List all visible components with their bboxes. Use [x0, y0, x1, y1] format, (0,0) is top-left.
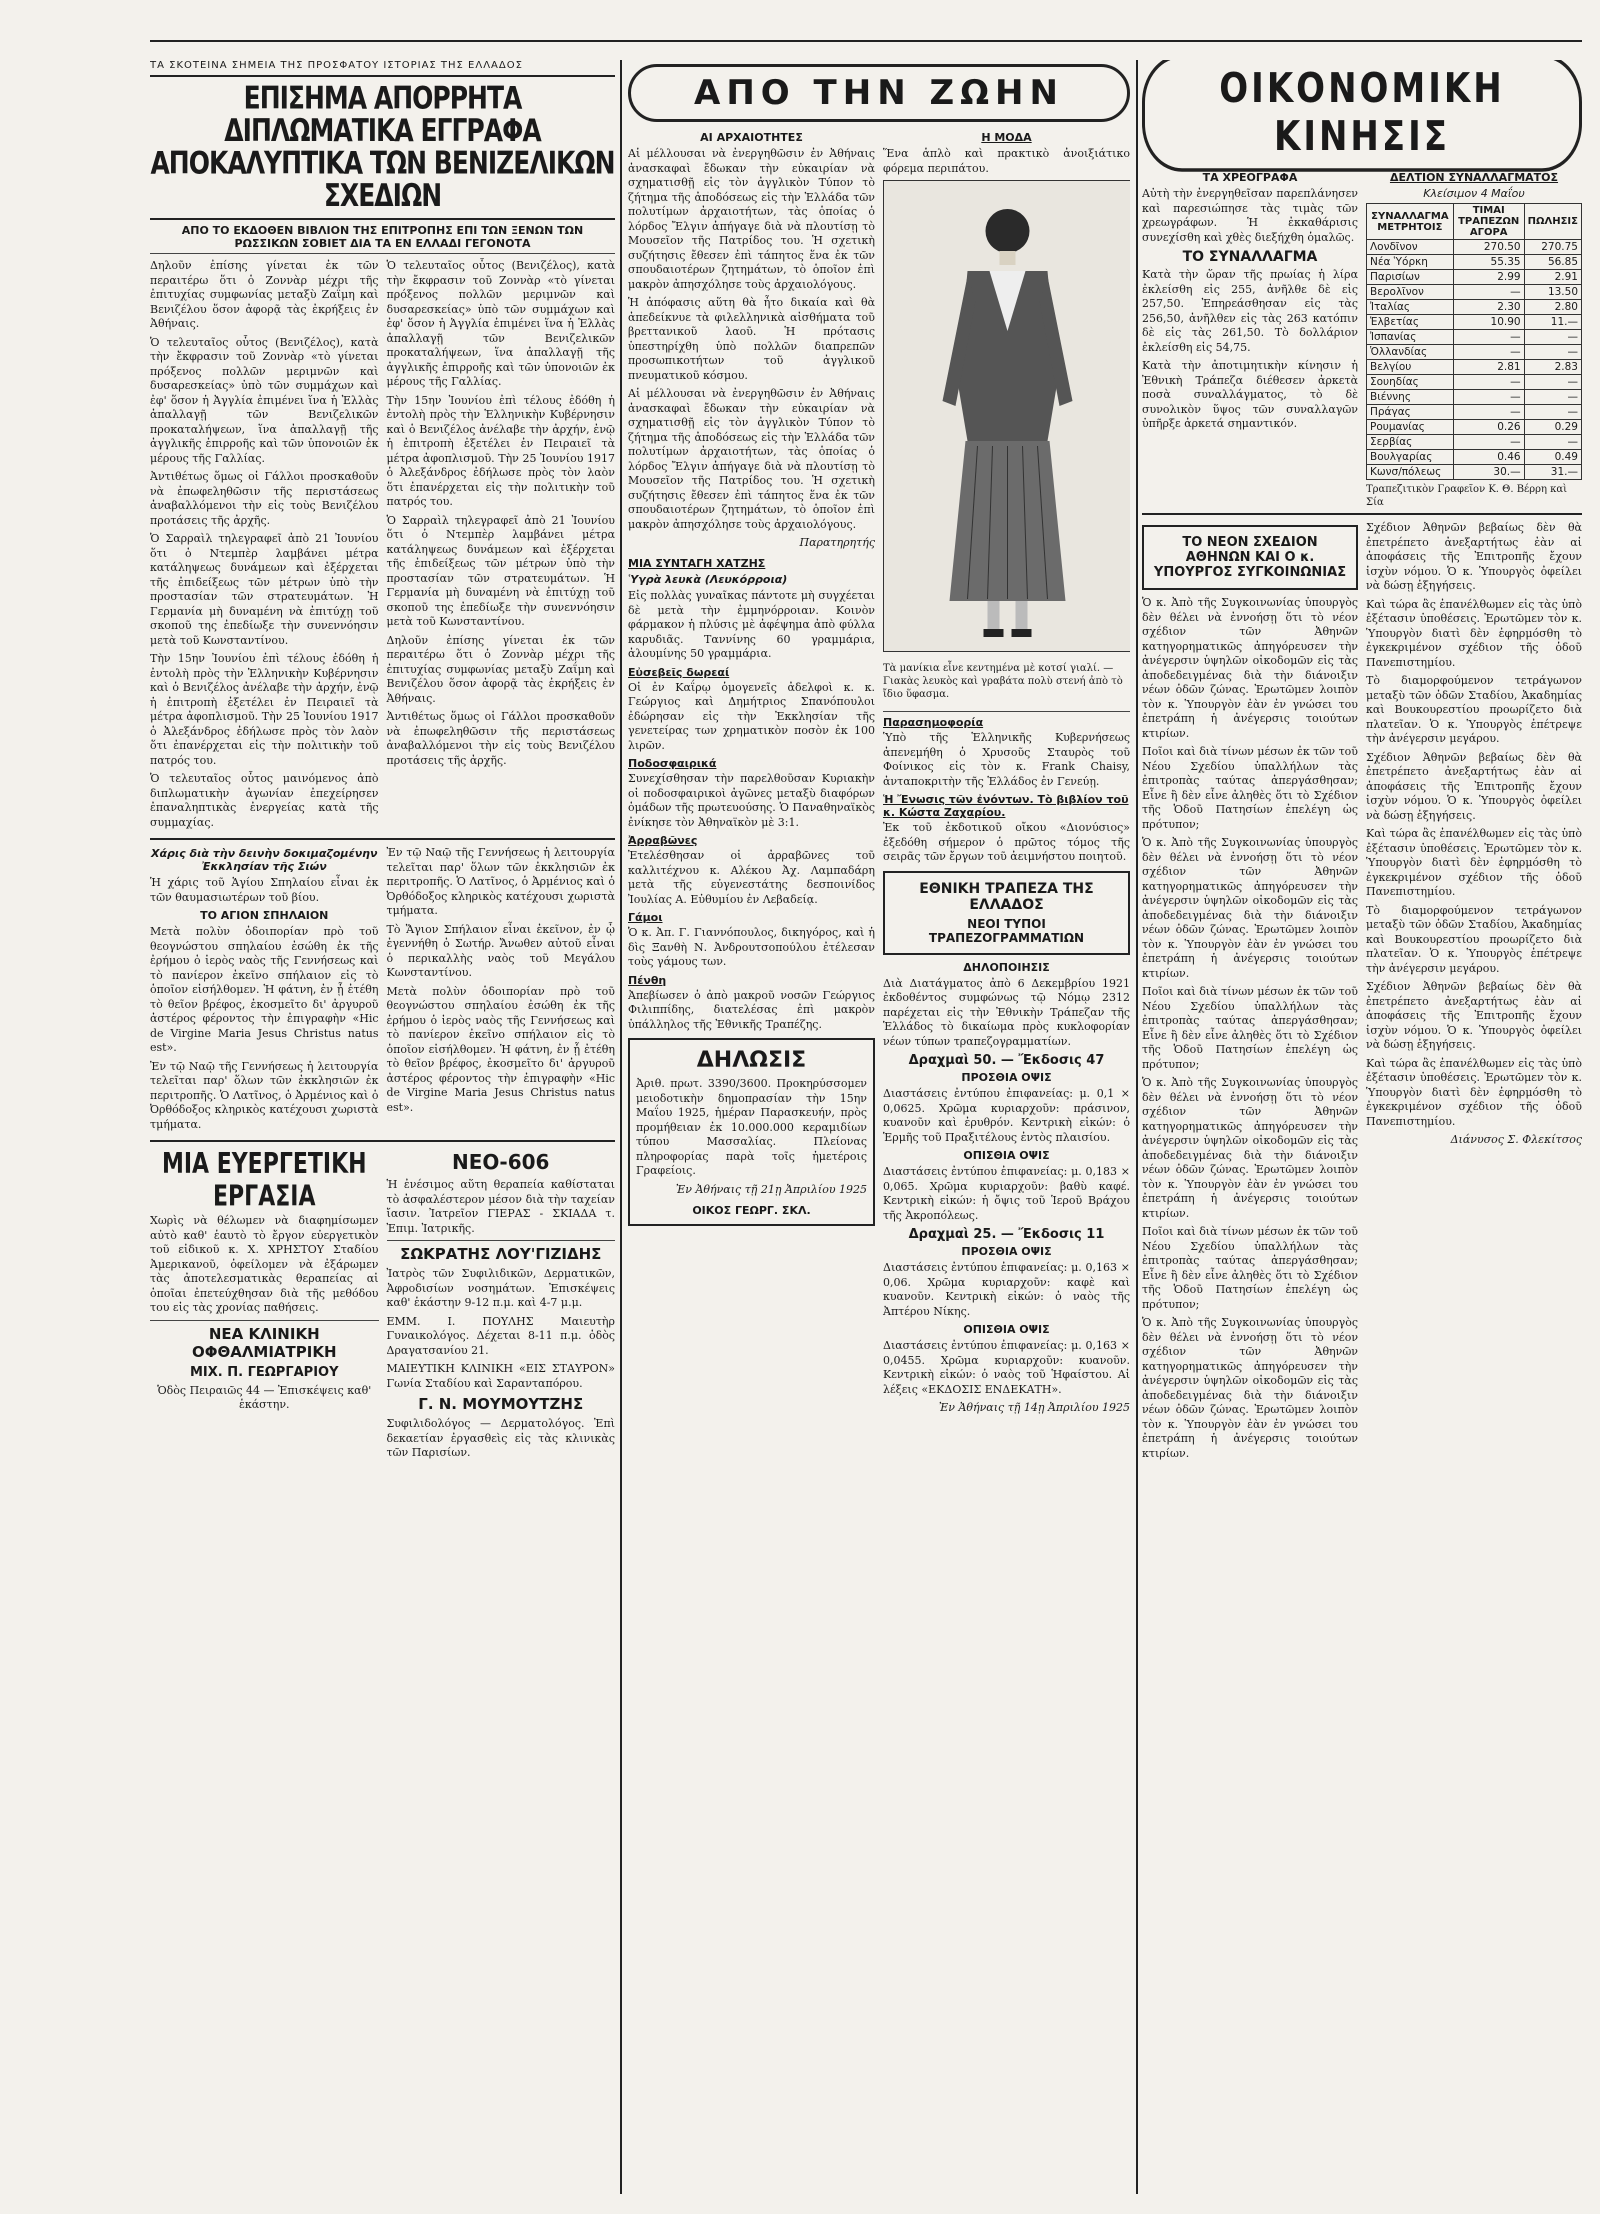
column-header: ΠΩΛΗΣΙΣ: [1524, 204, 1581, 240]
rate-cell: 2.83: [1524, 360, 1581, 375]
article-paragraph: Αὐτὴ τὴν ἐνεργηθεῖσαν παρεπλάνησεν καὶ παρεσιώπησε τὰς τιμὰς τῶν χρεωγράφων. Ἡ ἐκκαθάρισις συνεχίσθη καὶ χθὲς διεξήχθη ὁμαλῶς.: [1142, 187, 1358, 244]
section-title: Εὐσεβεῖς δωρεαί: [628, 665, 730, 679]
article-paragraph: Κατὰ τὴν ἀποτιμητικὴν κίνησιν ἡ Ἐθνικὴ Τράπεζα διέθεσεν ἀρκετὰ ποσὰ συναλλάγματος, τὸ δὲ συνολικὸν ὕψος τῶν συναλλαγῶν ὑπῆρξε ἀρκετά σημαντικόν.: [1142, 359, 1358, 430]
rate-cell: —: [1453, 390, 1524, 405]
series-title: Δραχμαὶ 50. — Ἔκδοσις 47: [908, 1053, 1105, 1068]
two-column-text: [150, 844, 615, 1136]
section-title: ΑΙ ΑΡΧΑΙΟΤΗΤΕΣ: [700, 131, 803, 144]
section-title: ΤΑ ΧΡΕΟΓΡΑΦΑ: [1202, 171, 1298, 184]
rate-cell: 2.80: [1524, 300, 1581, 315]
section-title: Πένθη: [628, 973, 667, 987]
article-paragraph: Ἐτελέσθησαν οἱ ἀρραβῶνες τοῦ καλλιτέχνου κ. Αλέκου Ἀχ. Λαμπαδάρη μετὰ τῆς εὐγενεστάτης δεσποινίδος Ἰουλίας Α. Εὐθυμίου ἐν Λεβαδείᾳ.: [628, 849, 875, 906]
ad-text: Χωρὶς νὰ θέλωμεν νὰ διαφημίσωμεν αὐτὸ καθ' ἑαυτὸ τὸ ἔργον εὐεργετικὸν τοῦ εἰδικοῦ κ. Χ. ΧΡΗΣΤΟΥ Σταδίου Ἀμερικανοῦ, ὀφείλομεν νὰ ἐξάρωμεν τὰς ἀποτελεσματικὰς θεραπείας αἱ ὁποῖαι ἐπετεύχθησαν διὰ τῆς μεθόδου του εἰς τὰς χρονίας παθήσεις.: [150, 1214, 379, 1314]
article-paragraph: Σχέδιον Ἀθηνῶν βεβαίως δὲν θὰ ἐπετρέπετο ἀνεξαρτήτως ἐὰν αἱ ἀποφάσεις τῆς Ἐπιτροπῆς ἔχουν ἰσχὺν νόμου. Ὁ κ. Ὑπουργὸς ὀφείλει νὰ δώσῃ ἐξηγήσεις.: [1366, 521, 1582, 592]
article-paragraph: Ὁ τελευταῖος οὗτος (Βενιζέλος), κατὰ τὴν ἔκφρασιν τοῦ Ζοννὰρ «τὸ γίνεται πρόξενος πολλῶν μεριμνῶν καὶ δυσαρεσκείας» ὑπὸ τῶν συμμάχων καὶ ἐφ' ὅσον ἡ Ἀγγλία ἐπιμένει ἵνα ἡ Ἑλλὰς ἀπαλλαγῇ τῶν Βενιζελικῶν προκαταλήψεων, ἵνα ἀπαλλαγῇ τῆς ἀγγλικῆς ἐπιρροῆς καὶ τῶν ὑπονοιῶν ἐκ μέρους τῆς Γαλλίας.: [150, 335, 379, 465]
recipe-title: Ὑγρὰ λευκὰ (Λευκόρροια): [628, 573, 788, 586]
fashion-illustration: [883, 180, 1130, 652]
divider: [150, 75, 615, 77]
rate-cell: 0.29: [1524, 420, 1581, 435]
divider: [387, 1240, 616, 1241]
column-rule: [620, 60, 622, 2194]
divider: [150, 218, 615, 220]
section-title: Χάρις διὰ τὴν δεινὴν δοκιμαζομένην Ἐκκλησίαν τῆς Σιών: [150, 847, 378, 873]
article-paragraph: Διαστάσεις ἐντύπου ἐπιφανείας: μ. 0,183 × 0,065. Χρῶμα κυριαρχοῦν: βαθὺ καφέ. Κεντρικὴ εἰκών: ἡ ὄψις τοῦ Ἱεροῦ Βράχου τῆς Ἀκροπόλεως.: [883, 1165, 1130, 1222]
rate-cell: —: [1453, 330, 1524, 345]
article-paragraph: Καὶ τώρα ἂς ἐπανέλθωμεν εἰς τὰς ὑπὸ ἐξέτασιν ὑποθέσεις. Ἐρωτῶμεν τὸν κ. Ὑπουργὸν διατὶ δὲν ἐφηρμόσθη τὸ ἐγκεκριμένον σχέδιον τῆς ὁδοῦ Πανεπιστημίου.: [1366, 597, 1582, 669]
table-row: [1367, 420, 1582, 435]
table-row: [1367, 255, 1582, 270]
declaration-text: Ἀριθ. πρωτ. 3390/3600. Προκηρύσσομεν μειοδοτικὴν δημοπρασίαν τὴν 15ην Μαΐου 1925, ἡμέραν Παρασκευήν, πρὸς προμήθειαν ἐκ 10.000.000 κεραμιδίων τύπου Μασσαλίας. Πλείονας πληροφορίας παρὰ τοῖς ἡμετέροις Γραφείοις.: [636, 1077, 867, 1177]
rate-cell: —: [1524, 405, 1581, 420]
article-paragraph: Δηλοῦν ἐπίσης γίνεται ἐκ τῶν περαιτέρω ὅτι ὁ Ζοννὰρ μέχρι τῆς ἐπιτυχίας συμφωνίας μεταξὺ Ζαΐμη καὶ Βενιζέλου ὅσον ἀφορᾷ τὰς ἐκρήξεις ἐν Ἀθήναις.: [386, 633, 615, 705]
rate-cell: 270.75: [1524, 240, 1581, 255]
ad-title: ΜΙΑ ΕΥΕΡΓΕΤΙΚΗ ΕΡΓΑΣΙΑ: [161, 1148, 367, 1214]
series-face: ΟΠΙΣΘΙΑ ΟΨΙΣ: [963, 1149, 1050, 1162]
rate-cell: —: [1524, 435, 1581, 450]
currency-cell: Παρισίων: [1367, 270, 1454, 285]
rate-cell: —: [1524, 345, 1581, 360]
article-paragraph: Ἐν τῷ Ναῷ τῆς Γεννήσεως ἡ λειτουργία τελεῖται παρ' ὅλων τῶν ἐκκλησιῶν ἐκ περιτροπῆς. Ὁ Λατῖνος, ὁ Ἀρμένιος καὶ ὁ Ὀρθόδοξος κληρικὸς κατέχουσι χωριστὰ τμήματα.: [386, 846, 615, 917]
article-paragraph: Ἐν τῷ Ναῷ τῆς Γεννήσεως ἡ λειτουργία τελεῖται παρ' ὅλων τῶν ἐκκλησιῶν ἐκ περιτροπῆς. Ὁ Λατῖνος, ὁ Ἀρμένιος καὶ ὁ Ὀρθόδοξος κληρικὸς κατέχουσι χωριστὰ τμήματα.: [150, 1059, 379, 1131]
ad-title: ΝΕΟ-606: [452, 1150, 550, 1174]
article-paragraph: Τὸ διαμορφούμενον τετράγωνον μεταξὺ τῶν ὁδῶν Σταδίου, Ἀκαδημίας καὶ Βουκουρεστίου προωρίζετο διὰ πλατεῖαν. Ὁ κ. Ὑπουργὸς ἐπέτρεψε τὴν ἀνέγερσιν μεγάρου.: [1366, 674, 1582, 745]
article-paragraph: Ὁ κ. Ἀπὸ τῆς Συγκοινωνίας ὑπουργὸς δὲν θέλει νὰ ἐννοήσῃ ὅτι τὸ νέον σχέδιον τῶν Ἀθηνῶν κατηγορηματικῶς ἀπηγόρευσεν τὴν ἀνέγερσιν ὑψηλῶν οἰκοδομῶν εἰς τὰς ἀποδεδειγμένας διὰ τὴν διάνοιξιν νέων ὁδῶν ζώνας. Ἐρωτῶμεν λοιπὸν τὸν κ. Ὑπουργὸν ἐὰν ἐν γνώσει του ἐπετράπη ἡ ἀνέγερσις τοιούτων κτιρίων.: [1142, 1316, 1358, 1460]
article-paragraph: Ἀπεβίωσεν ὁ ἀπὸ μακροῦ νοσῶν Γεώργιος Φιλιππίδης, διατελέσας ἐπὶ μακρὸν ὑπάλληλος τῆς Ἐθνικῆς Τραπέζης.: [628, 988, 875, 1031]
article-paragraph: Διαστάσεις ἐντύπου ἐπιφανείας: μ. 0,163 × 0,0455. Χρῶμα κυριαρχοῦν: κυανοῦν. Κεντρικὴ εἰκών: ὁ ναὸς τοῦ Ἡφαίστου. Αἱ λέξεις «ΕΚΔΟΣΙΣ ΕΝΔΕΚΑΤΗ».: [883, 1339, 1130, 1396]
currency-cell: Βιέννης: [1367, 390, 1454, 405]
section-title: ΤΟ ΣΥΝΑΛΛΑΓΜΑ: [1182, 249, 1318, 265]
section-title: Παρασημοφορία: [883, 716, 984, 729]
table-row: [1367, 360, 1582, 375]
currency-cell: Ἰσπανίας: [1367, 330, 1454, 345]
table-row: [1367, 375, 1582, 390]
subheadline: ΑΠΟ ΤΟ ΕΚΔΟΘΕΝ ΒΙΒΛΙΟΝ ΤΗΣ ΕΠΙΤΡΟΠΗΣ ΕΠΙ ΤΩΝ ΞΕΝΩΝ ΤΩΝ ΡΩΣΣΙΚΩΝ ΣΟΒΙΕΤ ΔΙΑ ΤΑ ΕΝ ΕΛΛΑΔΙ ΓΕΓΟΝΟΤΑ: [181, 224, 584, 250]
rate-cell: —: [1453, 375, 1524, 390]
declaration-title: ΔΗΛΩΣΙΣ: [696, 1048, 807, 1073]
article-paragraph: Ποῖοι καὶ διὰ τίνων μέσων ἐκ τῶν τοῦ Νέου Σχεδίου ὑπαλλήλων τὰς ἐπιτροπὰς ταύτας ἀπεργάσθησαν; Εἶνε ἢ δὲν εἶνε ἀληθὲς ὅτι τὸ Σχέδιον τῆς Ὁδοῦ Πατησίων ἐπελέγη ὡς πρότυπον;: [1142, 1225, 1358, 1311]
currency-cell: Ρουμανίας: [1367, 420, 1454, 435]
article-paragraph: Τὴν 15ην Ἰουνίου ἐπὶ τέλους ἐδόθη ἡ ἐντολὴ πρὸς τὴν Ἑλληνικὴν Κυβέρνησιν καὶ ὁ Βενιζέλος ἀνέλαβε τὴν ἀρχήν, ἐνῷ ἡ ἐπιτροπὴ ἐξετέλει ἐν Πειραιεῖ τὰ μέτρα ἀφοπλισμοῦ. Τὴν 25 Ἰουνίου 1917 ὁ Ἀλεξάνδρος ἐδήλωσε πρὸς τὸν λαὸν ὅτι ἐπανέρχεται εἰς τὴν πολιτικὴν τοῦ πατρός του.: [386, 393, 615, 508]
two-column-text: [628, 128, 1130, 1422]
section-title: ΤΟ ΑΓΙΟΝ ΣΠΗΛΑΙΟΝ: [200, 909, 329, 922]
article-paragraph: Ὁ κ. Ἀπὸ τῆς Συγκοινωνίας ὑπουργὸς δὲν θέλει νὰ ἐννοήσῃ ὅτι τὸ νέον σχέδιον τῶν Ἀθηνῶν κατηγορηματικῶς ἀπηγόρευσεν τὴν ἀνέγερσιν ὑψηλῶν οἰκοδομῶν εἰς τὰς ἀποδεδειγμένας διὰ τὴν διάνοιξιν νέων ὁδῶν ζώνας. Ἐρωτῶμεν λοιπὸν τὸν κ. Ὑπουργὸν ἐὰν ἐν γνώσει του ἐπετράπη ἡ ἀνέγερσις τοιούτων κτιρίων.: [1142, 596, 1358, 740]
article-paragraph: Μετὰ πολὺν ὁδοιπορίαν πρὸ τοῦ θεογνώστου σπηλαίου ἐσώθη ἐκ τῆς ἐρήμου ὁ ἱερὸς ναὸς τῆς Γεννήσεως καὶ τὸ πανίερον ἐκεῖνο σπήλαιον εἰς τὸ ὁποῖον εἰσήλθομεν. Ἡ φάτνη, ἐν ᾗ ἐτέθη τὸ θεῖον βρέφος, ἐκοσμεῖτο δι' ἀργυροῦ ἀστέρος φέροντος τὴν ἐπιγραφὴν «Hic de Virgine Maria Jesus Christus natus est».: [386, 984, 615, 1114]
currency-cell: Βερολῖνον: [1367, 285, 1454, 300]
rate-cell: —: [1524, 375, 1581, 390]
ad-text: Συφιλιδολόγος — Δερματολόγος. Ἐπὶ δεκαετίαν ἐργασθεὶς εἰς τὰς κλινικὰς τῶν Παρισίων.: [386, 1417, 615, 1459]
exchange-rates-table: [1366, 203, 1582, 480]
ad-text: Ὁδὸς Πειραιῶς 44 — Ἐπισκέψεις καθ' ἑκάστην.: [157, 1383, 372, 1411]
article-paragraph: Μετὰ πολὺν ὁδοιπορίαν πρὸ τοῦ θεογνώστου σπηλαίου ἐσώθη ἐκ τῆς ἐρήμου ὁ ἱερὸς ναὸς τῆς Γεννήσεως καὶ τὸ πανίερον ἐκεῖνο σπήλαιον εἰς τὸ ὁποῖον εἰσήλθομεν. Ἡ φάτνη, ἐν ᾗ ἐτέθη τὸ θεῖον βρέφος, ἐκοσμεῖτο δι' ἀργυροῦ ἀστέρος φέροντος τὴν ἐπιγραφὴν «Hic de Virgine Maria Jesus Christus natus est».: [150, 925, 379, 1054]
article-paragraph: Ἡ ἀπόφασις αὕτη θὰ ἦτο δικαία καὶ θὰ ἀπεδείκνυε τὰ φιλελληνικὰ αἰσθήματα τοῦ βρεττανικοῦ λαοῦ. Ἡ πρότασις ὑπεστηρίχθη ὑπὸ πολλῶν διαπρεπῶν προσωπικοτήτων τοῦ ἀγγλικοῦ πνευματικοῦ κόσμου.: [628, 296, 875, 382]
kicker: ΤΑ ΣΚΟΤΕΙΝΑ ΣΗΜΕΙΑ ΤΗΣ ΠΡΟΣΦΑΤΟΥ ΙΣΤΟΡΙΑΣ ΤΗΣ ΕΛΛΑΔΟΣ: [150, 60, 523, 71]
bank-notice: [883, 871, 1130, 955]
currency-cell: Βελγίου: [1367, 360, 1454, 375]
divider: [883, 711, 1130, 712]
rate-cell: 2.30: [1453, 300, 1524, 315]
divider: [150, 1140, 615, 1142]
currency-cell: Βουλγαρίας: [1367, 450, 1454, 465]
article-paragraph: Ὁ τελευταῖος οὗτος (Βενιζέλος), κατὰ τὴν ἔκφρασιν τοῦ Ζοννὰρ «τὸ γίνεται πρόξενος πολλῶν μεριμνῶν καὶ δυσαρεσκείας» ὑπὸ τῶν συμμάχων καὶ ἐφ' ὅσον ἡ Ἀγγλία ἐπιμένει ἵνα ἡ Ἑλλὰς ἀπαλλαγῇ τῶν Βενιζελικῶν προκαταλήψεων, ἵνα ἀπαλλαγῇ τῆς ἀγγλικῆς ἐπιρροῆς καὶ τῶν ὑπονοιῶν ἐκ μέρους τῆς Γαλλίας.: [386, 259, 615, 388]
rate-cell: 0.46: [1453, 450, 1524, 465]
series-face: ΠΡΟΣΘΙΑ ΟΨΙΣ: [961, 1245, 1052, 1258]
masthead-rule: [150, 34, 1582, 42]
table-row: [1367, 315, 1582, 330]
rate-cell: 30.—: [1453, 465, 1524, 480]
section-title: ΔΗΛΟΠΟΙΗΣΙΣ: [963, 960, 1050, 974]
headline-box: [1142, 525, 1358, 590]
headline-line2: ΑΠΟΚΑΛΥΠΤΙΚΑ ΤΩΝ ΒΕΝΙΖΕΛΙΚΩΝ ΣΧΕΔΙΩΝ: [150, 144, 615, 214]
two-column-text: [150, 257, 615, 834]
illustration-caption: Τὰ μανίκια εἶνε κεντημένα μὲ κοτσί γιαλί. — Γιακὰς λευκὸς καὶ γραβάτα πολὺ στενή ἀπὸ τὸ ἴδιο ὕφασμα.: [883, 663, 1123, 700]
article-paragraph: Αἱ μέλλουσαι νὰ ἐνεργηθῶσιν ἐν Ἀθήναις ἀνασκαφαὶ ἔδωκαν τὴν εὐκαιρίαν νὰ σχηματισθῇ εἰς τὸν ἀγγλικὸν Τύπον τὸ ζήτημα τῆς ἀποδόσεως εἰς τὴν Ἑλλάδα τῶν πολυτίμων ἀρχαιοτήτων, τὰς ὁποίας ὁ λόρδος Ἔλγιν ἀπήγαγε διὰ νὰ πλουτίσῃ τὸ Μουσεῖον τῆς Πατρίδος του. Ἡ σχετικὴ συζήτησις ἔθεσεν ἐπὶ τάπητος ἕνα ἐκ τῶν σπουδαιοτέρων ζητημάτων, τὸ ὁποῖον ἐπὶ μακρὸν ἀπησχόλησε τοὺς ἀρχαιολόγους.: [628, 387, 875, 531]
article-paragraph: Οἱ ἐν Καΐρῳ ὁμογενεῖς ἀδελφοὶ κ. κ. Γεώργιος καὶ Δημήτριος Σπανόπουλοι ἐδώρησαν εἰς τὴν Ἐκκλησίαν τῆς γενετείρας των χρηματικὸν ποσὸν ἐκ 100 λιρῶν.: [628, 680, 875, 752]
table-row: [1367, 270, 1582, 285]
currency-cell: Σερβίας: [1367, 435, 1454, 450]
series-face: ΟΠΙΣΘΙΑ ΟΨΙΣ: [963, 1323, 1050, 1336]
rate-cell: 55.35: [1453, 255, 1524, 270]
rate-cell: 0.49: [1524, 450, 1581, 465]
divider: [150, 1320, 379, 1321]
dress-illustration: [884, 181, 1130, 651]
ad-text: Ἰατρὸς τῶν Συφιλιδικῶν, Δερματικῶν, Ἀφροδισίων νοσημάτων. Ἐπισκέψεις καθ' ἑκάστην 9-12 π.μ. καὶ 4-7 μ.μ.: [386, 1267, 615, 1309]
bank-date: Ἐν Ἀθήναις τῇ 14ῃ Ἀπριλίου 1925: [938, 1401, 1130, 1414]
rate-cell: —: [1453, 405, 1524, 420]
rate-cell: 56.85: [1524, 255, 1581, 270]
article-paragraph: Διαστάσεις ἐντύπου ἐπιφανείας: μ. 0,163 × 0,06. Χρῶμα κυριαρχοῦν: καφὲ καὶ κυανοῦν. Κεντρικὴ εἰκών: ὁ ναὸς τῆς Ἀπτέρου Νίκης.: [883, 1261, 1130, 1318]
article-paragraph: Ἕνα ἁπλὸ καὶ πρακτικὸ ἀνοιξιάτικο φόρεμα περιπάτου.: [883, 147, 1130, 175]
divider: [1142, 513, 1582, 515]
table-title: ΔΕΛΤΙΟΝ ΣΥΝΑΛΛΑΓΜΑΤΟΣ: [1389, 171, 1559, 184]
article-paragraph: Ὁ τελευταῖος οὗτος μαινόμενος ἀπὸ διπλωματικὴν ἀγωνίαν ἐπεχείρησεν ἐπαναληπτικὰς ἐνεργείας κατὰ τῆς συμμαχίας.: [150, 772, 379, 829]
bank-subtitle: ΝΕΟΙ ΤΥΠΟΙ ΤΡΑΠΕΖΟΓΡΑΜΜΑΤΙΩΝ: [928, 916, 1085, 945]
article-paragraph: Σχέδιον Ἀθηνῶν βεβαίως δὲν θὰ ἐπετρέπετο ἀνεξαρτήτως ἐὰν αἱ ἀποφάσεις τῆς Ἐπιτροπῆς ἔχουν ἰσχὺν νόμου. Ὁ κ. Ὑπουργὸς ὀφείλει νὰ δώσῃ ἐξηγήσεις.: [1366, 980, 1582, 1051]
byline: Παρατηρητής: [799, 536, 875, 549]
rate-cell: 11.—: [1524, 315, 1581, 330]
article-paragraph: Διαστάσεις ἐντύπου ἐπιφανείας: μ. 0,1 × 0,0625. Χρῶμα κυριαρχοῦν: πράσινον, κυανοῦν καὶ ἐρυθρόν. Κεντρικὴ εἰκών: ὁ Ἑρμῆς τοῦ Πραξιτέλους ἐντὸς πλαισίου.: [883, 1087, 1130, 1144]
article-paragraph: Δηλοῦν ἐπίσης γίνεται ἐκ τῶν περαιτέρω ὅτι ὁ Ζοννὰρ μέχρι τῆς ἐπιτυχίας συμφωνίας μεταξὺ Ζαΐμη καὶ Βενιζέλου ὅσον ἀφορᾷ τὰς ἐκρήξεις ἐν Ἀθήναις.: [150, 259, 379, 330]
section-title: Γάμοι: [628, 911, 663, 924]
section-title: Ἡ Ἔνωσις τῶν ἐνόντων. Τὸ βιβλίον τοῦ κ. Κώστα Ζαχαρίου.: [883, 793, 1129, 819]
rate-cell: 31.—: [1524, 465, 1581, 480]
divider: [150, 253, 615, 254]
rate-cell: —: [1453, 345, 1524, 360]
section-title: ΤΟ ΝΕΟΝ ΣΧΕΔΙΟΝ ΑΘΗΝΩΝ ΚΑΙ Ο κ. ΥΠΟΥΡΓΟΣ ΣΥΓΚΟΙΝΩΝΙΑΣ: [1153, 535, 1347, 580]
declaration-date: Ἐν Ἀθήναις τῇ 21ῃ Ἀπριλίου 1925: [675, 1182, 867, 1196]
article-paragraph: Τὴν 15ην Ἰουνίου ἐπὶ τέλους ἐδόθη ἡ ἐντολὴ πρὸς τὴν Ἑλληνικὴν Κυβέρνησιν καὶ ὁ Βενιζέλος ἀνέλαβε τὴν ἀρχήν, ἐνῷ ἡ ἐπιτροπὴ ἐξετέλει ἐν Πειραιεῖ τὰ μέτρα ἀφοπλισμοῦ. Τὴν 25 Ἰουνίου 1917 ὁ Ἀλεξάνδρος ἐδήλωσε πρὸς τὸν λαὸν ὅτι ἐπανέρχεται εἰς τὴν πολιτικὴν τοῦ πατρός του.: [150, 652, 379, 767]
article-paragraph: Ὑπὸ τῆς Ἑλληνικῆς Κυβερνήσεως ἀπενεμήθη ὁ Χρυσοῦς Σταυρὸς τοῦ Φοίνικος εἰς τὸν κ. Frank Chaisy, ἀνταποκριτὴν τῆς Ἑλλάδος ἐν Γενεύῃ.: [883, 731, 1130, 788]
article-paragraph: Τὸ Ἅγιον Σπήλαιον εἶναι ἐκεῖνον, ἐν ᾧ ἐγεννήθη ὁ Σωτήρ. Ἄνωθεν αὐτοῦ εἶναι ὁ περικαλλὴς ναὸς τοῦ Μεγάλου Κωνσταντίνου.: [386, 922, 615, 979]
currency-cell: Ὁλλανδίας: [1367, 345, 1454, 360]
currency-cell: Ἑλβετίας: [1367, 315, 1454, 330]
rate-cell: 270.50: [1453, 240, 1524, 255]
article-paragraph: Ὁ Σαρραὶλ τηλεγραφεῖ ἀπὸ 21 Ἰουνίου ὅτι ὁ Ντεμπὲρ λαμβάνει μέτρα κατάληψεως δυνάμεων καὶ ἐξέρχεται τῆς ἐπιδείξεως τῶν μέτρων ὑπὸ τὴν προστασίαν τῶν στρατευμάτων. Ἡ Γερμανία μὴ δυναμένη νὰ ἐπιτύχῃ τοῦ σκοποῦ της ἐπεδίωξε τὴν συνεννόησιν μετὰ τοῦ Κωνσταντίνου.: [386, 513, 615, 628]
ad-title: ΣΩΚΡΑΤΗΣ ΛΟΥ'ΓΙΖΙΔΗΣ: [400, 1245, 602, 1263]
table-row: [1367, 450, 1582, 465]
column-header: ΣΥΝΑΛΛΑΓΜΑ ΜΕΤΡΗΤΟΙΣ: [1367, 204, 1454, 240]
section-title: Ποδοσφαιρικά: [628, 757, 717, 770]
column-life: [628, 60, 1130, 2194]
table-row: [1367, 285, 1582, 300]
table-row: [1367, 300, 1582, 315]
article-paragraph: Ποῖοι καὶ διὰ τίνων μέσων ἐκ τῶν τοῦ Νέου Σχεδίου ὑπαλλήλων τὰς ἐπιτροπὰς ταύτας ἀπεργάσθησαν; Εἶνε ἢ δὲν εἶνε ἀληθὲς ὅτι τὸ Σχέδιον τῆς Ὁδοῦ Πατησίων ἐπελέγη ὡς πρότυπον;: [1142, 745, 1358, 831]
article-paragraph: Καὶ τώρα ἂς ἐπανέλθωμεν εἰς τὰς ὑπὸ ἐξέτασιν ὑποθέσεις. Ἐρωτῶμεν τὸν κ. Ὑπουργὸν διατὶ δὲν ἐφηρμόσθη τὸ ἐγκεκριμένον σχέδιον τῆς ὁδοῦ Πανεπιστημίου.: [1366, 1056, 1582, 1128]
currency-cell: Κωνσ/πόλεως: [1367, 465, 1454, 480]
bank-title: ΕΘΝΙΚΗ ΤΡΑΠΕΖΑ ΤΗΣ ΕΛΛΑΔΟΣ: [919, 880, 1094, 913]
table-row: [1367, 465, 1582, 480]
two-column-text: [1142, 519, 1582, 1465]
section-masthead: ΑΠΟ ΤΗΝ ΖΩΗΝ: [628, 64, 1130, 122]
ad-text: Ἡ ἐνέσιμος αὕτη θεραπεία καθίσταται τὸ ἀσφαλέστερον μέσον διὰ τὴν ταχείαν ἴασιν. Ἰατρεῖον ΓΙΕΡΑΣ - ΣΚΙΑΔΑ τ. Ἐπιμ. Ἰατρικῆς.: [386, 1178, 615, 1235]
currency-cell: Ἰταλίας: [1367, 300, 1454, 315]
ad-text: ΕΜΜ. Ι. ΠΟΥΛΗΣ Μαιευτὴρ Γυναικολόγος. Δέχεται 8-11 π.μ. ὁδὸς Δραγατσανίου 21.: [386, 1314, 615, 1357]
section-title: Η ΜΟΔΑ: [981, 131, 1032, 144]
ad-name: Γ. Ν. ΜΟΥΜΟΥΤΖΗΣ: [418, 1395, 584, 1413]
byline: Διάνυσος Σ. Φλεκίτσος: [1450, 1133, 1582, 1146]
column-header: ΤΙΜΑΙ ΤΡΑΠΕΖΩΝ ΑΓΟΡΑ: [1453, 204, 1524, 240]
rate-cell: 2.99: [1453, 270, 1524, 285]
rate-cell: —: [1453, 435, 1524, 450]
two-column-text: [1142, 168, 1582, 509]
section-title: ΜΙΑ ΣΥΝΤΑΓΗ ΧΑΤΖΗΣ: [628, 557, 766, 570]
divider: [150, 838, 615, 840]
section-title: Ἀρραβῶνες: [628, 834, 698, 847]
currency-cell: Σουηδίας: [1367, 375, 1454, 390]
article-paragraph: Αἱ μέλλουσαι νὰ ἐνεργηθῶσιν ἐν Ἀθήναις ἀνασκαφαὶ ἔδωκαν τὴν εὐκαιρίαν νὰ σχηματισθῇ εἰς τὸν ἀγγλικὸν Τύπον τὸ ζήτημα τῆς ἀποδόσεως εἰς τὴν Ἑλλάδα τῶν πολυτίμων ἀρχαιοτήτων, τὰς ὁποίας ὁ λόρδος Ἔλγιν ἀπήγαγε διὰ νὰ πλουτίσῃ τὸ Μουσεῖον τῆς Πατρίδος του. Ἡ σχετικὴ συζήτησις ἔθεσεν ἐπὶ τάπητος ἕνα ἐκ τῶν σπουδαιοτέρων ζητημάτων, τὸ ὁποῖον ἐπὶ μακρὸν ἀπησχόλησε τοὺς ἀρχαιολόγους.: [628, 147, 875, 291]
ad-title: ΝΕΑ ΚΛΙΝΙΚΗ ΟΦΘΑΛΜΙΑΤΡΙΚΗ: [191, 1324, 337, 1361]
declaration-signature: ΟΙΚΟΣ ΓΕΩΡΓ. ΣΚΛ.: [692, 1203, 811, 1217]
rate-cell: 10.90: [1453, 315, 1524, 330]
series-title: Δραχμαὶ 25. — Ἔκδοσις 11: [908, 1227, 1105, 1242]
article-paragraph: Ἐκ τοῦ ἐκδοτικοῦ οἴκου «Διονύσιος» ἐξεδόθη σήμερον ὁ πρῶτος τόμος τῆς σειρᾶς τῶν ἔργων τοῦ ἀειμνήστου ποιητοῦ.: [883, 821, 1130, 863]
table-subtitle: Κλείσιμον 4 Μαΐου: [1423, 187, 1525, 200]
column-economy: [1142, 60, 1582, 2194]
column-politics: [150, 60, 615, 2194]
article-paragraph: Ὁ κ. Ἀπ. Γ. Γιαννόπουλος, δικηγόρος, καὶ ἡ δὶς Ξανθὴ Ν. Ἀνδρουτσοπούλου ἐτέλεσαν τοὺς γάμους των.: [628, 926, 875, 968]
rate-cell: 2.81: [1453, 360, 1524, 375]
article-paragraph: Κατὰ τὴν ὥραν τῆς πρωίας ἡ λίρα ἐκλείσθη εἰς 255, ἀνῆλθε δὲ εἰς 257,50. Ἐπηρεάσθησαν εἰς τὰς 256,50, ἀνῆλθεν εἰς τὰς 263 κατόπιν δὲ εἰς τὰς 261,50. Τὸ δολλάριον ἐκλείσθη εἰς 54,75.: [1142, 268, 1358, 354]
rate-cell: —: [1524, 390, 1581, 405]
article-paragraph: Καὶ τώρα ἂς ἐπανέλθωμεν εἰς τὰς ὑπὸ ἐξέτασιν ὑποθέσεις. Ἐρωτῶμεν τὸν κ. Ὑπουργὸν διατὶ δὲν ἐφηρμόσθη τὸ ἐγκεκριμένον σχέδιον τῆς ὁδοῦ Πανεπιστημίου.: [1366, 827, 1582, 898]
rate-cell: 2.91: [1524, 270, 1581, 285]
currency-cell: Νέα Ὑόρκη: [1367, 255, 1454, 270]
section-masthead: ΟΙΚΟΝΟΜΙΚΗ ΚΙΝΗΣΙΣ: [1142, 60, 1582, 172]
ad-text: ΜΑΙΕΥΤΙΚΗ ΚΛΙΝΙΚΗ «ΕΙΣ ΣΤΑΥΡΟΝ» Γωνία Σταδίου καὶ Σαρανταπόρου.: [386, 1362, 615, 1390]
article-paragraph: Ὁ κ. Ἀπὸ τῆς Συγκοινωνίας ὑπουργὸς δὲν θέλει νὰ ἐννοήσῃ ὅτι τὸ νέον σχέδιον τῶν Ἀθηνῶν κατηγορηματικῶς ἀπηγόρευσεν τὴν ἀνέγερσιν ὑψηλῶν οἰκοδομῶν εἰς τὰς ἀποδεδειγμένας διὰ τὴν διάνοιξιν νέων ὁδῶν ζώνας. Ἐρωτῶμεν λοιπὸν τὸν κ. Ὑπουργὸν ἐὰν ἐν γνώσει του ἐπετράπη ἡ ἀνέγερσις τοιούτων κτιρίων.: [1142, 836, 1358, 980]
headline-line1: ΕΠΙΣΗΜΑ ΑΠΟΡΡΗΤΑ ΔΙΠΛΩΜΑΤΙΚΑ ΕΓΓΡΑΦΑ: [224, 79, 541, 149]
table-row: [1367, 240, 1582, 255]
article-paragraph: Ἀντιθέτως ὅμως οἱ Γάλλοι προσκαθοῦν νὰ ἐπωφεληθῶσιν τῆς περιστάσεως ἀναβαλλόμενοι τὴν εἰς τοὺς Βενιζέλου προτάσεις τῆς ἀρχῆς.: [386, 710, 615, 767]
article-paragraph: Ποῖοι καὶ διὰ τίνων μέσων ἐκ τῶν τοῦ Νέου Σχεδίου ὑπαλλήλων τὰς ἐπιτροπὰς ταύτας ἀπεργάσθησαν; Εἶνε ἢ δὲν εἶνε ἀληθὲς ὅτι τὸ Σχέδιον τῆς Ὁδοῦ Πατησίων ἐπελέγη ὡς πρότυπον;: [1142, 985, 1358, 1071]
table-row: [1367, 330, 1582, 345]
rate-cell: 13.50: [1524, 285, 1581, 300]
article-paragraph: Σχέδιον Ἀθηνῶν βεβαίως δὲν θὰ ἐπετρέπετο ἀνεξαρτήτως ἐὰν αἱ ἀποφάσεις τῆς Ἐπιτροπῆς ἔχουν ἰσχὺν νόμου. Ὁ κ. Ὑπουργὸς ὀφείλει νὰ δώσῃ ἐξηγήσεις.: [1366, 750, 1582, 822]
currency-cell: Πράγας: [1367, 405, 1454, 420]
ad-name: ΜΙΧ. Π. ΓΕΩΡΓΑΡΙΟΥ: [189, 1364, 339, 1380]
rate-cell: 0.26: [1453, 420, 1524, 435]
column-rule: [1136, 60, 1138, 2194]
article-paragraph: Ἀντιθέτως ὅμως οἱ Γάλλοι προσκαθοῦν νὰ ἐπωφεληθῶσιν τῆς περιστάσεως ἀναβαλλόμενοι τὴν εἰς τοὺς Βενιζέλου προτάσεις τῆς ἀρχῆς.: [150, 470, 379, 527]
table-row: [1367, 345, 1582, 360]
article-paragraph: Εἰς πολλὰς γυναῖκας πάντοτε μὴ συγχέεται δὲ μετὰ τὴν ἐμμηνόρροιαν. Κοινὸν φάρμακον ἡ πλύσις μὲ ἀφέψημα ἀπὸ φύλλα καρυδιᾶς. Ταννίνης 60 γραμμάρια, ἀλουμίνης 50 γραμμάρια.: [628, 589, 875, 660]
table-row: [1367, 435, 1582, 450]
article-paragraph: Τὸ διαμορφούμενον τετράγωνον μεταξὺ τῶν ὁδῶν Σταδίου, Ἀκαδημίας καὶ Βουκουρεστίου προωρίζετο διὰ πλατεῖαν. Ὁ κ. Ὑπουργὸς ἐπέτρεψε τὴν ἀνέγερσιν μεγάρου.: [1366, 903, 1582, 975]
article-paragraph: Ὁ Σαρραὶλ τηλεγραφεῖ ἀπὸ 21 Ἰουνίου ὅτι ὁ Ντεμπὲρ λαμβάνει μέτρα κατάληψεως δυνάμεων καὶ ἐξέρχεται τῆς ἐπιδείξεως τῶν μέτρων ὑπὸ τὴν προστασίαν τῶν στρατευμάτων. Ἡ Γερμανία μὴ δυναμένη νὰ ἐπιτύχῃ τοῦ σκοποῦ της ἐπεδίωξε τὴν συνεννόησιν μετὰ τοῦ Κωνσταντίνου.: [150, 532, 379, 647]
currency-cell: Λονδῖνον: [1367, 240, 1454, 255]
table-source: Τραπεζιτικὸν Γραφεῖον Κ. Θ. Βέρρη καὶ Σία: [1366, 484, 1568, 508]
series-face: ΠΡΟΣΘΙΑ ΟΨΙΣ: [961, 1071, 1052, 1084]
table-row: [1367, 390, 1582, 405]
table-row: [1367, 405, 1582, 420]
declaration-box: [628, 1038, 875, 1226]
article-paragraph: Ὁ κ. Ἀπὸ τῆς Συγκοινωνίας ὑπουργὸς δὲν θέλει νὰ ἐννοήσῃ ὅτι τὸ νέον σχέδιον τῶν Ἀθηνῶν κατηγορηματικῶς ἀπηγόρευσεν τὴν ἀνέγερσιν ὑψηλῶν οἰκοδομῶν εἰς τὰς ἀποδεδειγμένας διὰ τὴν διάνοιξιν νέων ὁδῶν ζώνας. Ἐρωτῶμεν λοιπὸν τὸν κ. Ὑπουργὸν ἐὰν ἐν γνώσει του ἐπετράπη ἡ ἀνέγερσις τοιούτων κτιρίων.: [1142, 1076, 1358, 1220]
article-paragraph: Διὰ Διατάγματος ἀπὸ 6 Δεκεμβρίου 1921 ἐκδοθέντος συμφώνως τῷ Νόμῳ 2312 παρέχεται εἰς τὴν Ἐθνικὴν Τράπεζαν τῆς Ἑλλάδος τὸ δικαίωμα πρὸς κυκλοφορίαν νέων τύπων τραπεζογραμματίων.: [883, 976, 1130, 1048]
article-paragraph: Ἡ χάρις τοῦ Ἁγίου Σπηλαίου εἶναι ἐκ τῶν θαυμασιωτέρων τοῦ βίου.: [150, 876, 379, 904]
rate-cell: —: [1524, 330, 1581, 345]
article-paragraph: Συνεχίσθησαν τὴν παρελθοῦσαν Κυριακὴν οἱ ποδοσφαιρικοὶ ἀγῶνες μεταξὺ διαφόρων ὁμάδων τῆς πρωτευούσης. Ὁ Παναθηναϊκὸς ἐνίκησε τὸν Ἀθηναϊκὸν μὲ 3:1.: [628, 772, 875, 829]
ads-block: [150, 1146, 615, 1465]
rate-cell: —: [1453, 285, 1524, 300]
